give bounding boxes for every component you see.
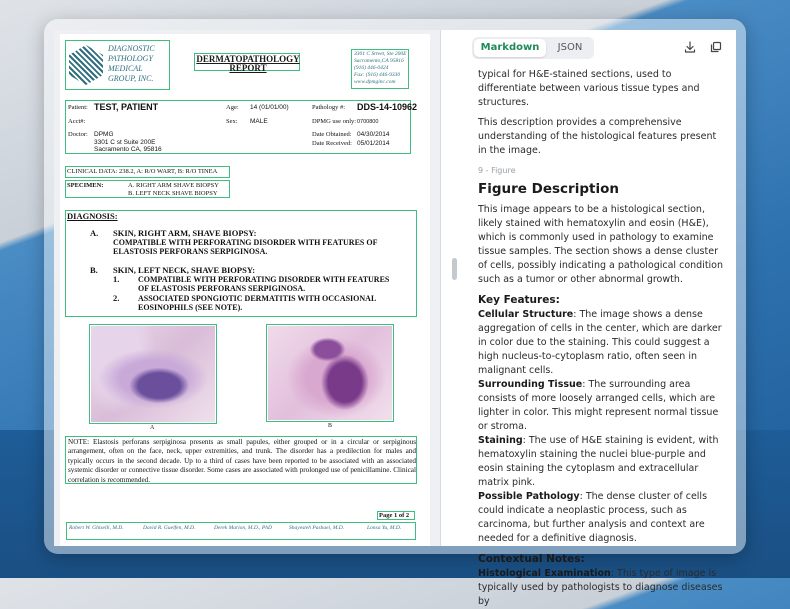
tab-json[interactable]: JSON <box>557 42 583 53</box>
clinical-data: CLINICAL DATA: 238.2, A: R/O WART, B: R/O TINEA <box>67 168 218 175</box>
ocr-box-address[interactable] <box>351 49 409 89</box>
pane-divider <box>440 30 441 546</box>
histology-image-a <box>91 326 215 422</box>
ocr-box-logo[interactable] <box>65 40 170 90</box>
diag-b1-marker: 1. <box>113 274 120 284</box>
caption-a: A <box>150 425 155 431</box>
ocr-box-note[interactable] <box>65 436 417 484</box>
specimen-label: SPECIMEN: <box>67 182 104 189</box>
intro-paragraph-2: This description provides a comprehensive understanding of the histological features present in the image. <box>478 117 717 156</box>
lab-address: 3301 C Street, Ste 200E Sacramento,CA 95816 (916) 446-0424 Fax: (916) 446-9330 www.dpmginc.com <box>354 51 407 85</box>
doctor-value: DPMG <box>94 131 114 138</box>
dpmg-logo-icon <box>69 45 103 85</box>
download-icon[interactable] <box>683 40 697 54</box>
ocr-box-clinical-data[interactable] <box>65 166 230 178</box>
age-label: Age: <box>226 104 239 111</box>
contextual-notes-heading: Contextual Notes: <box>478 553 585 565</box>
date-received-value: 05/01/2014 <box>357 140 390 147</box>
specimen-b: B. LEFT NECK SHAVE BIOPSY <box>128 190 218 197</box>
document-page <box>60 34 430 546</box>
ocr-box-diagnosis[interactable] <box>65 210 417 317</box>
feature-text: : The surrounding area consists of more loosely arranged cells, which are lighter in color. This might represent normal tissue or stroma. <box>478 379 719 432</box>
signature-4: Shayesteh Pashaei, M.D. <box>289 525 345 531</box>
diag-b1-line1: COMPATIBLE WITH PERFORATING DISORDER WITH FEATURES <box>138 275 390 284</box>
dpmg-use-value: 0700800 <box>357 119 379 125</box>
document-preview-pane[interactable] <box>54 30 440 546</box>
feature-item <box>478 490 723 546</box>
diag-b2-line2: EOSINOPHILS (SEE NOTE). <box>138 303 243 312</box>
ocr-box-histology-image-b[interactable] <box>266 324 394 422</box>
specimen-a: A. RIGHT ARM SHAVE BIOPSY <box>128 182 219 189</box>
context-text: : This type of image is typically used by pathologists to diagnose diseases by <box>478 568 723 607</box>
pathology-value: DDS-14-10962 <box>357 102 418 112</box>
pathology-label: Pathology #: <box>312 104 346 111</box>
tab-markdown[interactable]: Markdown <box>474 39 546 57</box>
signature-5: Lonsa Yu, M.D. <box>367 525 402 531</box>
output-panel <box>457 30 736 607</box>
panel-toolbar <box>457 30 736 64</box>
key-features-heading: Key Features: <box>478 294 560 306</box>
copy-icon[interactable] <box>709 40 723 54</box>
figure-description-text: This image appears to be a histological section, likely stained with hematoxylin and eosin (H&E), which is commonly used in pathology to examine tissue samples. The section shows a dense cluster of cells, possibly indicating a pathological condition such as a tumor or other abnormal growth. <box>478 204 724 285</box>
feature-text: : The use of H&E staining is evident, with hematoxylin staining the nuclei blue-purple and eosin staining the cytoplasm and extracellular matrix pink. <box>478 435 719 488</box>
patient-value: TEST, PATIENT <box>94 102 159 112</box>
date-received-label: Date Received: <box>312 140 352 147</box>
feature-item <box>478 434 723 490</box>
age-value: 14 (01/01/00) <box>250 104 289 111</box>
feature-text: : The image shows a dense aggregation of cells in the center, which are darker in color due to the staining. This could suggest a high nucleus-to-cytoplasm ratio, often seen in malignant cells. <box>478 309 722 376</box>
diag-b2-marker: 2. <box>113 293 120 303</box>
doctor-address-1: 3301 C st Suite 200E <box>94 139 156 146</box>
dpmg-use-label: DPMG use only: <box>312 118 357 125</box>
feature-term: Surrounding Tissue <box>478 379 583 390</box>
diag-b2-line1: ASSOCIATED SPONGIOTIC DERMATITIS WITH OCCASIONAL <box>138 294 377 303</box>
doctor-label: Doctor: <box>68 131 88 138</box>
signature-3: Derek Marion, M.D., PhD <box>214 525 272 531</box>
doctor-address-2: Sacramento CA, 95816 <box>94 146 162 153</box>
app-window <box>54 30 736 607</box>
feature-term: Cellular Structure <box>478 309 574 320</box>
signature-2: David R. Guelfen, M.D. <box>143 525 196 531</box>
diagnosis-heading: DIAGNOSIS: <box>67 211 118 221</box>
diag-a-line1: COMPATIBLE WITH PERFORATING DISORDER WITH FEATURES OF <box>113 238 378 247</box>
date-obtained-value: 04/30/2014 <box>357 131 390 138</box>
ocr-box-specimen[interactable] <box>65 180 230 198</box>
acct-label: Acct#: <box>68 118 86 125</box>
diag-b-marker: B. <box>90 265 98 275</box>
feature-term: Possible Pathology <box>478 491 580 502</box>
context-term: Histological Examination <box>478 568 611 579</box>
view-tab-group <box>472 37 594 59</box>
ocr-box-signatures[interactable] <box>66 522 416 540</box>
diag-b1-line2: OF ELASTOSIS PERFORANS SERPIGINOSA. <box>138 284 306 293</box>
sex-label: Sex: <box>226 118 238 125</box>
feature-item <box>478 378 723 434</box>
histology-image-b <box>268 326 392 420</box>
section-label: 9 - Figure <box>478 166 516 175</box>
ocr-box-title[interactable] <box>194 53 300 71</box>
report-title: DERMATOPATHOLOGY REPORT <box>196 54 300 73</box>
signature-1: Robert W. Ghiselli, M.D. <box>69 525 124 531</box>
note-text: NOTE: Elastosis perforans serpiginosa presents as small papules, either grouped or in a circular or serpiginous arrangement, often on the face, neck, upper extremities, and trunk. The disorder has a predilection for males and typically occurs in the second decade. Up to a third of cases have been reported to be associated with an associated systemic disorder or connective tissue disorder. Some cases are associated with prolonged use of penicillamine. Clinical correlation is recommended. <box>68 438 416 484</box>
ocr-box-histology-image-a[interactable] <box>89 324 217 424</box>
feature-text: : The dense cluster of cells could indicate a neoplastic process, such as carcinoma, but further analysis and context are needed for a definitive diagnosis. <box>478 491 708 544</box>
diag-a-marker: A. <box>90 228 99 238</box>
date-obtained-label: Date Obtained: <box>312 131 352 138</box>
patient-label: Patient: <box>68 104 88 111</box>
markdown-content[interactable] <box>478 68 724 607</box>
feature-item <box>478 308 723 378</box>
feature-term: Staining <box>478 435 523 446</box>
diag-a-line2: ELASTOSIS PERFORANS SERPIGINOSA. <box>113 247 268 256</box>
diag-b-title: SKIN, LEFT NECK, SHAVE BIOPSY: <box>113 265 256 275</box>
ocr-box-patient-info[interactable] <box>65 100 418 154</box>
logo-text: DIAGNOSTIC PATHOLOGY MEDICAL GROUP, INC. <box>108 44 155 83</box>
ocr-box-page-indicator[interactable] <box>377 511 415 520</box>
context-item <box>478 567 723 609</box>
figure-description-heading: Figure Description <box>478 181 619 197</box>
diag-a-title: SKIN, RIGHT ARM, SHAVE BIOPSY: <box>113 228 257 238</box>
caption-b: B <box>328 423 333 429</box>
page-indicator: Page 1 of 2 <box>379 512 410 519</box>
intro-paragraph-1: typical for H&E-stained sections, used to differentiate between various tissue types and structures. <box>478 69 700 108</box>
sex-value: MALE <box>250 118 268 125</box>
